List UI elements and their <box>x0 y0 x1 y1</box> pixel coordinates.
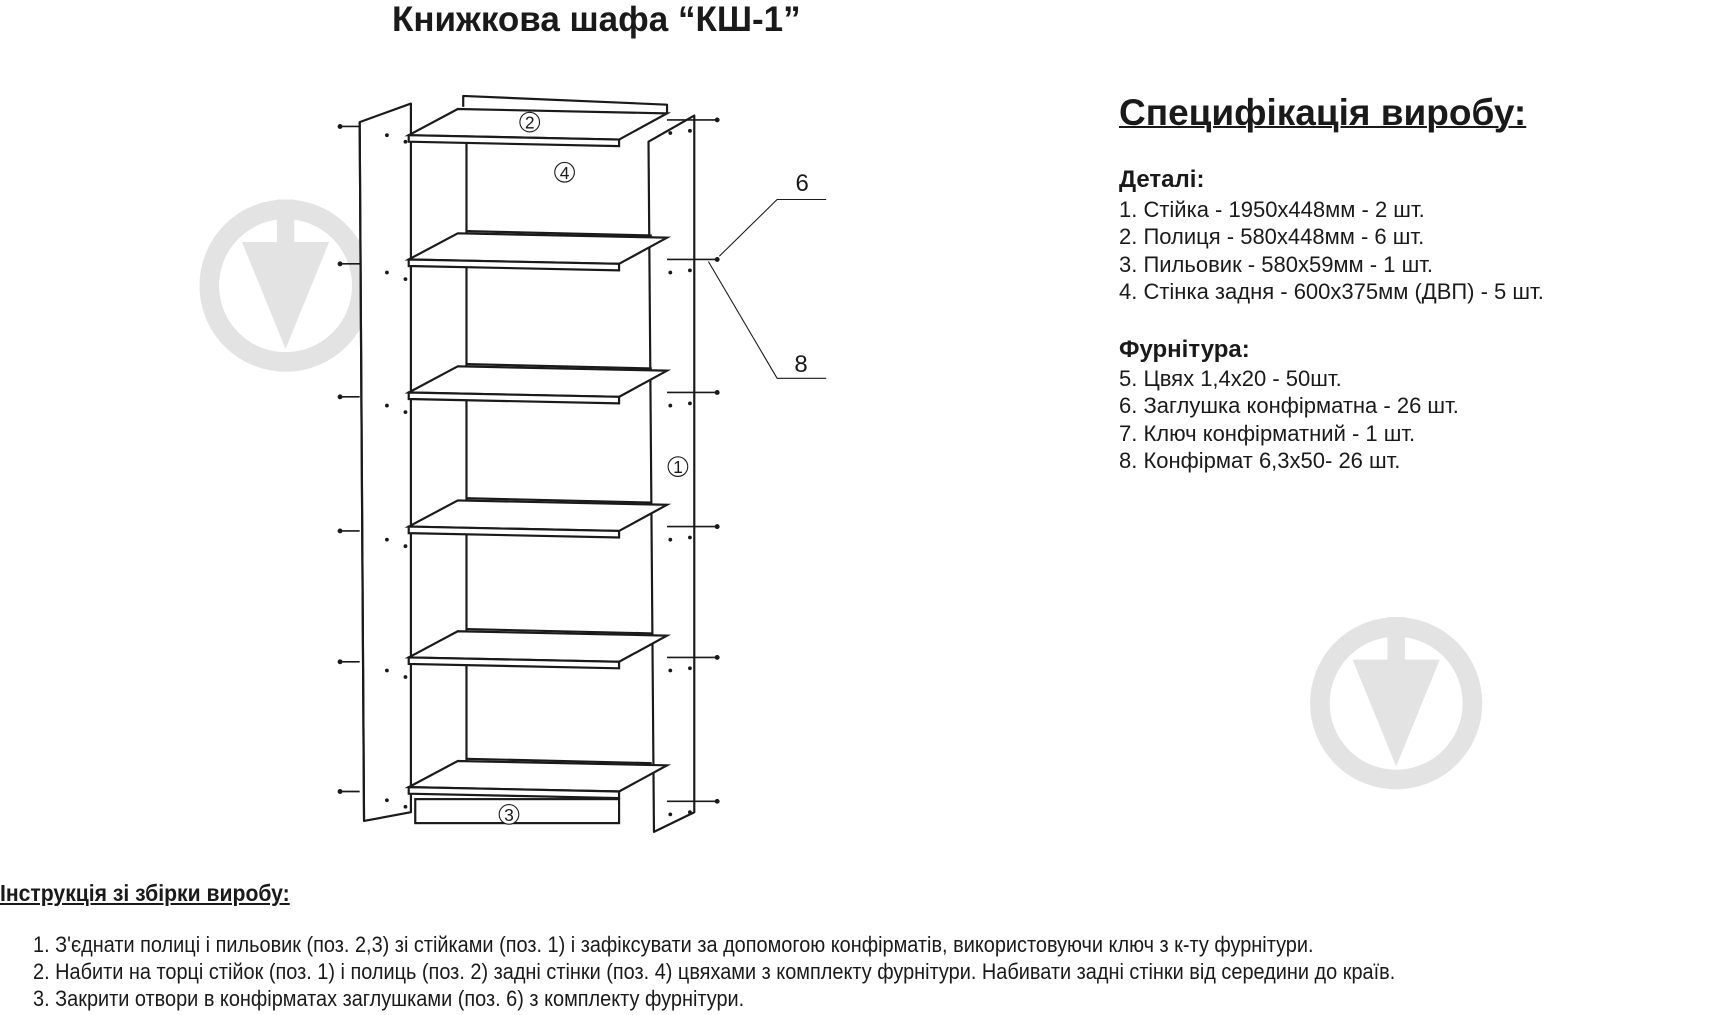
specification-heading: Специфікація виробу: <box>1119 92 1527 133</box>
details-list <box>1119 196 1544 305</box>
instructions-list <box>33 932 1395 1012</box>
list-item: 2. Полиця - 580x448мм - 6 шт. <box>1119 224 1425 250</box>
label-part-6: 6 <box>795 169 809 197</box>
fittings-heading: Фурнітура: <box>1119 336 1250 363</box>
list-item: 7. Ключ конфірматний - 1 шт. <box>1119 420 1416 446</box>
label-part-4: 4 <box>559 162 570 183</box>
list-item: 1. Стійка - 1950x448мм - 2 шт. <box>1119 197 1425 222</box>
list-item: 3. Пильовик - 580x59мм - 1 шт. <box>1119 251 1433 277</box>
instruction-step: 3. Закрити отвори в конфірматах заглушками (поз. 6) з комплекту фурнітури. <box>33 985 745 1011</box>
watermark-logo-right <box>1320 617 1473 779</box>
leader-8 <box>708 262 826 379</box>
left-side-panel <box>360 104 411 821</box>
shelf <box>409 498 667 537</box>
label-part-3: 3 <box>504 804 514 825</box>
list-item: 8. Конфірмат 6,3x50- 26 шт. <box>1119 447 1401 473</box>
label-part-2: 2 <box>524 112 535 133</box>
instruction-step: 1. З'єднати полиці і пильовик (поз. 2,3) зі стійками (поз. 1) і зафіксувати за допомогою конфірматів, використовуючи ключ з к-ту фурнітури. <box>33 932 1314 957</box>
shelf <box>409 364 667 403</box>
fittings-list <box>1119 365 1459 474</box>
shelf <box>409 629 667 668</box>
page-title: Книжкова шафа “КШ-1” <box>392 0 801 39</box>
shelf <box>409 231 667 270</box>
list-item: 4. Стінка задня - 600x375мм (ДВП) - 5 шт. <box>1119 278 1544 304</box>
label-part-1: 1 <box>673 457 683 478</box>
instructions-heading: Інструкція зі збірки виробу: <box>0 880 290 906</box>
watermark-logo-left <box>209 200 362 362</box>
leader-6 <box>719 200 826 257</box>
shelf <box>409 759 667 798</box>
label-part-8: 8 <box>794 350 808 378</box>
details-heading: Деталі: <box>1119 166 1205 193</box>
instruction-step: 2. Набити на торці стійок (поз. 1) і полиць (поз. 2) задні стінки (поз. 4) цвяхами з комплекту фурнітури. Набивати задні стінки від середини до країв. <box>33 958 1396 984</box>
list-item: 5. Цвях 1,4x20 - 50шт. <box>1119 366 1342 391</box>
list-item: 6. Заглушка конфірматна - 26 шт. <box>1119 393 1459 419</box>
